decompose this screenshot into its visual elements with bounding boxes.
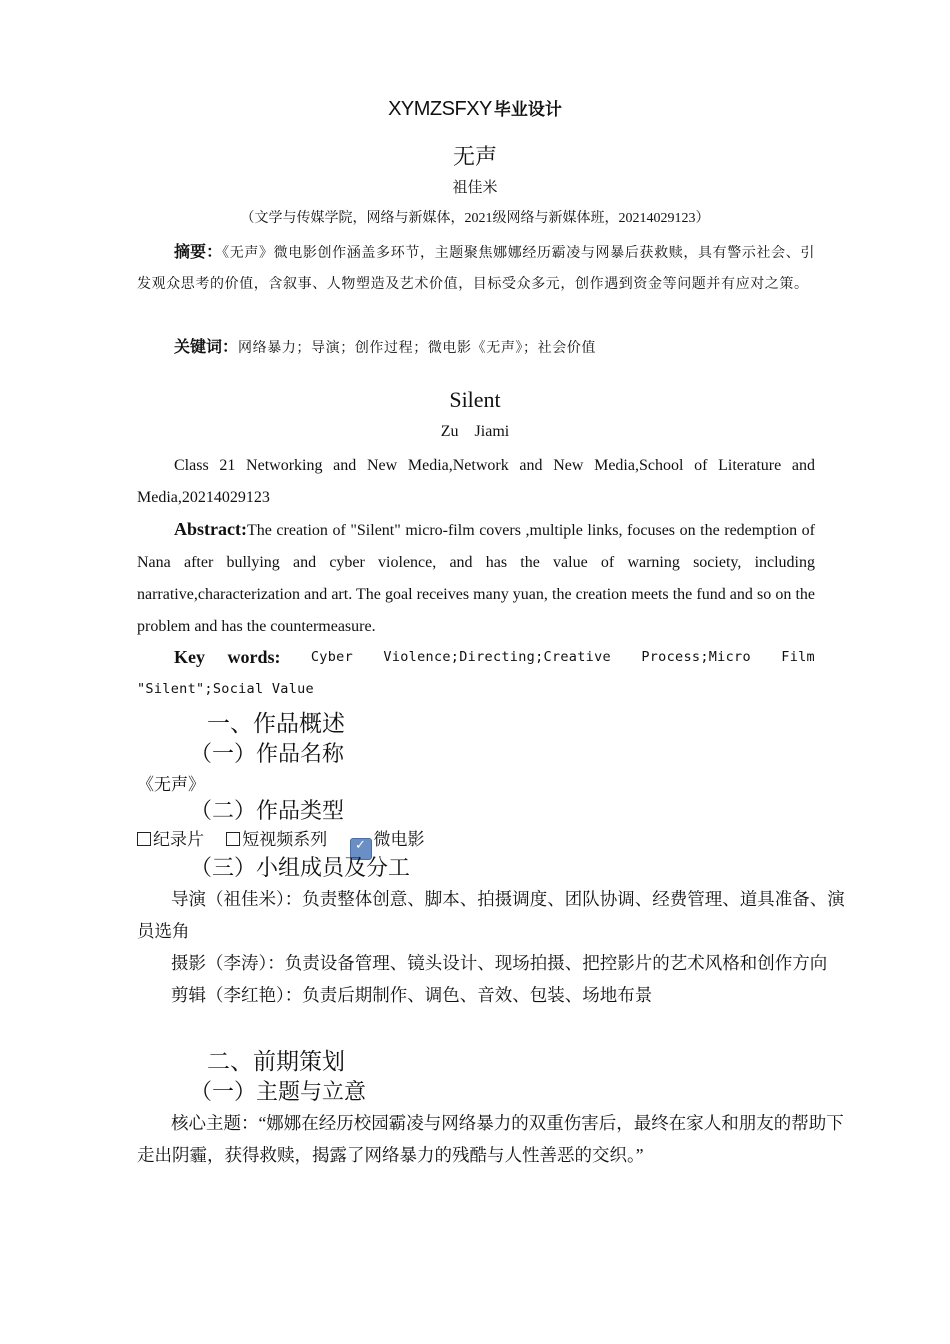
abstract-english-label: Abstract: [174, 519, 247, 539]
abstract-chinese-label: 摘要： [174, 242, 223, 261]
header-school-code: XYMZSFXY [388, 98, 492, 120]
section1-sub2-heading: （二）作品类型 [190, 799, 345, 824]
work-type-label: 纪录片 [153, 830, 204, 849]
checkbox-checked-icon: ✓ [350, 838, 372, 860]
section2-sub1-heading: （一）主题与立意 [190, 1080, 367, 1105]
document-header [0, 95, 950, 121]
theme-text: 核心主题：“娜娜在经历校园霸凌与网络暴力的双重伤害后，最终在家人和朋友的帮助下走出阴霾，获得救赎，揭露了网络暴力的残酷与人性善恶的交织。” [137, 1113, 844, 1165]
affiliation-english [137, 450, 815, 514]
keywords-english [137, 641, 815, 705]
keyword-line1-part: Film [781, 649, 815, 665]
checkbox-empty-icon [137, 832, 151, 846]
section1-heading: 一、作品概述 [207, 711, 345, 737]
header-graduation-design: 毕业设计 [493, 100, 562, 120]
team-roles [137, 883, 859, 1011]
theme-paragraph [137, 1107, 859, 1171]
keywords-chinese-text: 网络暴力；导演；创作过程；微电影《无声》；社会价值 [238, 341, 597, 356]
author-chinese: 祖佳米 [452, 180, 498, 196]
title-english: Silent [449, 387, 501, 412]
keywords-chinese-label: 关键词： [174, 337, 239, 356]
affiliation-english-text: Class 21 Networking and New Media,Network and New Media,School of Literature and Media,20214029123 [137, 457, 815, 506]
affiliation-chinese: （文学与传媒学院，网络与新媒体，2021级网络与新媒体班，20214029123） [240, 211, 710, 226]
keywords-chinese [137, 331, 815, 364]
keyword-line2: "Silent";Social Value [137, 681, 314, 697]
abstract-chinese [137, 236, 815, 300]
work-type-label: 短视频系列 [242, 830, 328, 849]
keyword-line1-part: Process;Micro [641, 649, 751, 665]
keyword-line1-part: Cyber [310, 649, 354, 665]
work-name: 《无声》 [137, 775, 205, 794]
abstract-chinese-text: 《无声》微电影创作涵盖多环节，主题聚焦娜娜经历霸凌与网暴后获救赎，具有警示社会、引发观众思考的价值，含叙事、人物塑造及艺术价值，目标受众多元，创作遇到资金等问题并有应对之策。 [137, 246, 815, 292]
abstract-english [137, 513, 815, 643]
role-editor: 剪辑（李红艳）：负责后期制作、调色、音效、包装、场地布景 [171, 985, 653, 1005]
section1-sub3-heading: （三）小组成员及分工 [190, 856, 411, 881]
work-type-documentary[interactable] [137, 825, 204, 850]
work-type-short-video[interactable] [226, 825, 327, 850]
keywords-english-label: Key words: [174, 647, 281, 667]
checkbox-empty-icon [226, 832, 240, 846]
author-english: Zu Jiami [440, 423, 510, 440]
role-camera: 摄影（李涛）：负责设备管理、镜头设计、现场拍摄、把控影片的艺术风格和创作方向 [171, 953, 828, 973]
work-type-label: 微电影 [373, 830, 425, 849]
keyword-line1-part: Violence;Directing;Creative [383, 649, 611, 665]
title-chinese: 无声 [452, 144, 497, 169]
section1-sub1-heading: （一）作品名称 [190, 742, 345, 767]
role-director: 导演（祖佳米）：负责整体创意、脚本、拍摄调度、团队协调、经费管理、道具准备、演员选角 [137, 889, 845, 941]
abstract-english-text: The creation of "Silent" micro-film covers ,multiple links, focuses on the redemption of Nana after bullying and cyber violence, and has the value of warning society, including narrative,characterization and art. The goal receives many yuan, the creation meets the fund and so on the problem and has the countermeasure. [137, 522, 815, 635]
section2-heading: 二、前期策划 [207, 1049, 345, 1075]
